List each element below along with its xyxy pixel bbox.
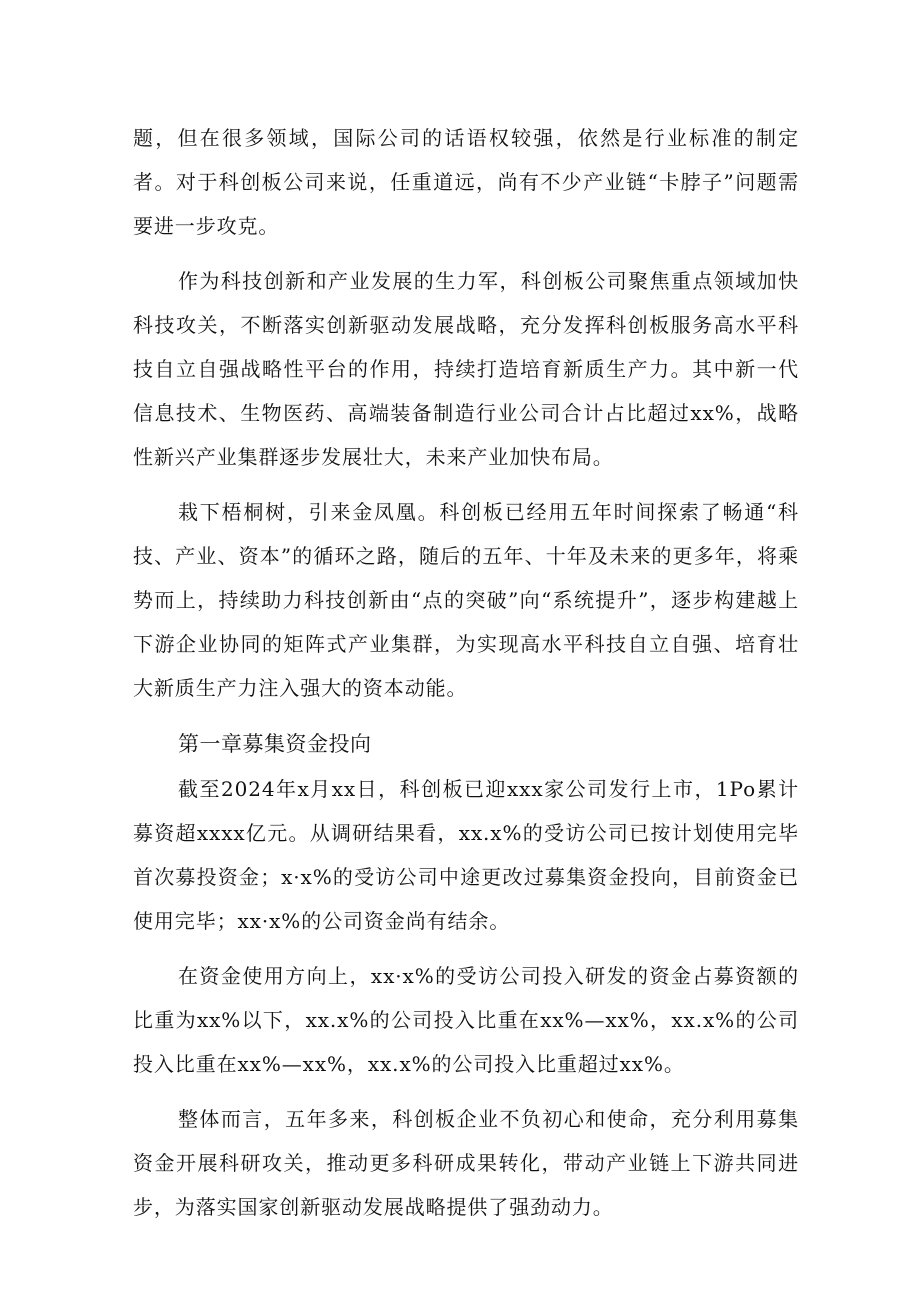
paragraph-continuation: 题，但在很多领域，国际公司的话语权较强，依然是行业标准的制定者。对于科创板公司来说，任重道远，尚有不少产业链“卡脖子”问题需要进一步攻克。 <box>133 126 799 238</box>
paragraph-fund-usage: 在资金使用方向上，xx·x%的受访公司投入研发的资金占募资额的比重为xx%以下，xx.x%的公司投入比重在xx%—xx%，xx.x%的公司投入比重在xx%—xx%，xx.x%的公司投入比重超过xx%。 <box>133 964 799 1076</box>
paragraph-tech-innovation: 作为科技创新和产业发展的生力军，科创板公司聚焦重点领域加快科技攻关，不断落实创新驱动发展战略，充分发挥科创板服务高水平科技自立自强战略性平台的作用，持续打造培育新质生产力。其中新一代信息技术、生物医药、高端装备制造行业公司合计占比超过xx%，战略性新兴产业集群逐步发展壮大，未来产业加快布局。 <box>133 269 799 469</box>
document-body <box>133 116 799 1229</box>
paragraph-phoenix: 栽下梧桐树，引来金凤凰。科创板已经用五年时间探索了畅通“科技、产业、资本”的循环之路，随后的五年、十年及未来的更多年，将乘势而上，持续助力科技创新由“点的突破”向“系统提升”，逐步构建越上下游企业协同的矩阵式产业集群，为实现高水平科技自立自强、培育壮大新质生产力注入强大的资本动能。 <box>133 500 799 700</box>
paragraph-listing-stats: 截至2024年x月xx日，科创板已迎xxx家公司发行上市，1Po累计募资超xxxx亿元。从调研结果看，xx.x%的受访公司已按计划使用完毕首次募投资金；x·x%的受访公司中途更改过募集资金投向，目前资金已使用完毕；xx·x%的公司资金尚有结余。 <box>133 777 799 933</box>
chapter-heading: 第一章募集资金投向 <box>178 732 372 756</box>
paragraph-summary: 整体而言，五年多来，科创板企业不负初心和使命，充分利用募集资金开展科研攻关，推动更多科研成果转化，带动产业链上下游共同进步，为落实国家创新驱动发展战略提供了强劲动力。 <box>133 1107 799 1219</box>
